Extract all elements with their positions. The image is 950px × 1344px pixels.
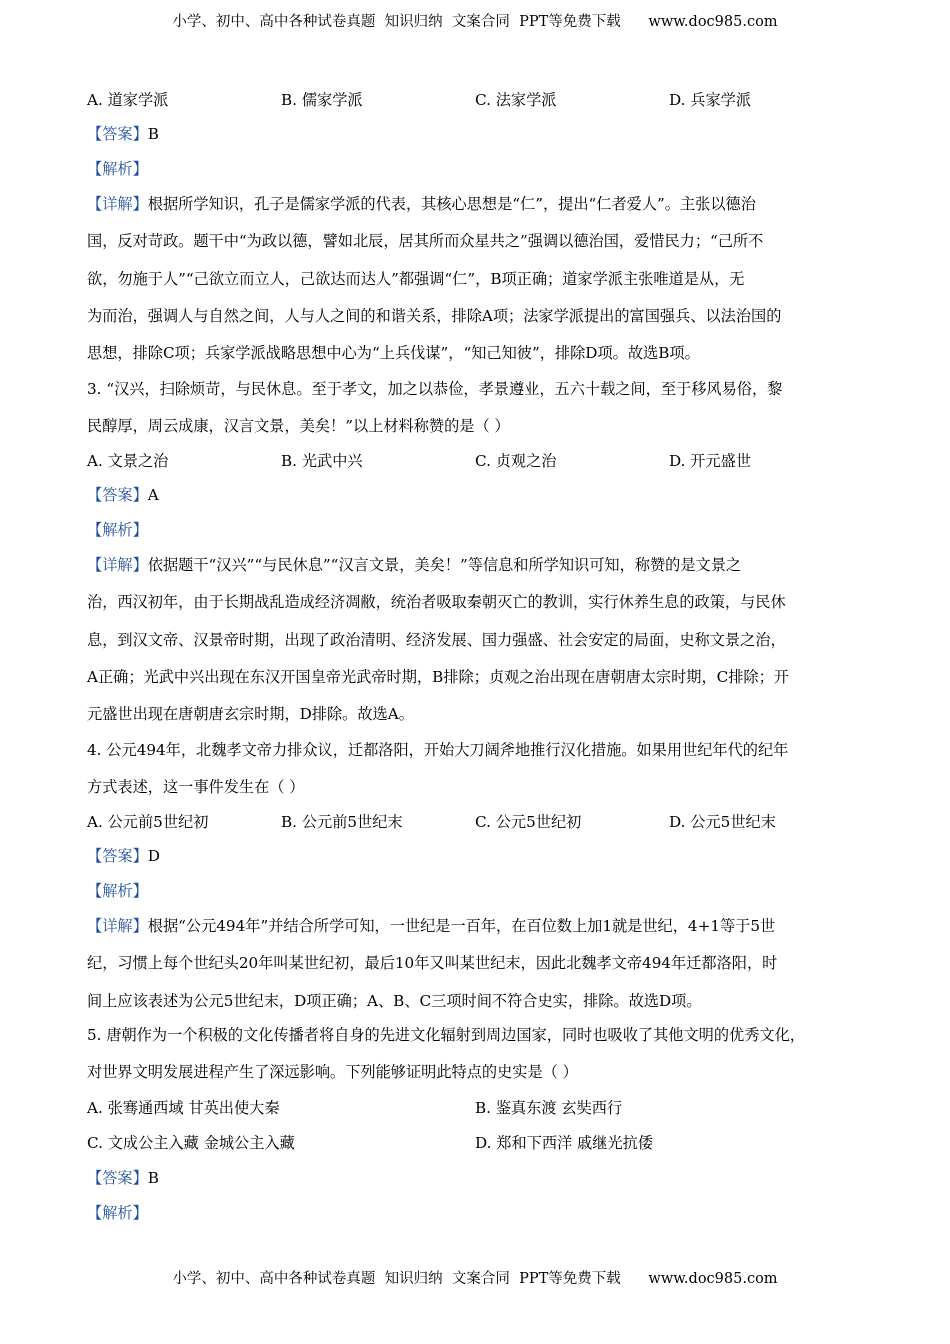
q3-option-d: D. 开元盛世: [669, 452, 752, 470]
q2-answer: [87, 123, 862, 145]
answer-tag: 【答案】: [87, 847, 148, 865]
detail-tag: 【详解】: [87, 556, 148, 574]
q3-option-b: B. 光武中兴: [281, 452, 363, 470]
q2-option-b: B. 儒家学派: [281, 91, 363, 109]
q3-option-a: A. 文景之治: [87, 452, 169, 470]
q4-answer: [87, 845, 862, 867]
q2-option-a: A. 道家学派: [87, 91, 169, 109]
q4-detail-line: [87, 915, 862, 937]
analysis-tag: 【解析】: [87, 1204, 148, 1222]
q2-option-d: D. 兵家学派: [669, 91, 752, 109]
q4-detail-line: 间上应该表述为公元5世纪末，D项正确；A、B、C三项时间不符合史实，排除。故选D项。: [87, 992, 702, 1010]
q2-detail-line: 思想，排除C项；兵家学派战略思想中心为“上兵伐谋”，“知己知彼”，排除D项。故选B项。: [87, 344, 700, 362]
q4-detail-line: 纪，习惯上每个世纪头20年叫某世纪初，最后10年又叫某世纪末，因此北魏孝文帝494年迁都洛阳，时: [87, 954, 778, 972]
analysis-tag: 【解析】: [87, 882, 148, 900]
page-footer: 小学、初中、高中各种试卷真题 知识归纳 文案合同 PPT等免费下载 www.doc985.com: [172, 1271, 778, 1287]
detail-tag: 【详解】: [87, 195, 148, 213]
q5-analysis: [87, 1202, 862, 1224]
q4-option-b: B. 公元前5世纪末: [281, 813, 403, 831]
q5-option-d: D. 郑和下西洋 戚继光抗倭: [475, 1134, 653, 1152]
q3-detail-line: [87, 554, 862, 576]
q4-option-c: C. 公元5世纪初: [475, 813, 582, 831]
q3-stem-line: 民醇厚，周云成康，汉言文景，美矣！”以上材料称赞的是（ ）: [87, 417, 510, 435]
q2-detail-text: 根据所学知识，孔子是儒家学派的代表，其核心思想是“仁”，提出“仁者爱人”。主张以德治: [147, 195, 756, 213]
q2-analysis: [87, 158, 862, 180]
q4-stem-line: 4. 公元494年，北魏孝文帝力排众议，迁都洛阳，开始大刀阔斧地推行汉化措施。如果用世纪年代的纪年: [87, 741, 789, 759]
q5-answer: [87, 1167, 862, 1189]
q4-answer-value: D: [147, 847, 160, 865]
q2-option-c: C. 法家学派: [475, 91, 557, 109]
page-header: 小学、初中、高中各种试卷真题 知识归纳 文案合同 PPT等免费下载 www.doc985.com: [172, 14, 778, 30]
q2-detail-line: 欲，勿施于人”“己欲立而立人，己欲达而达人”都强调“仁”，B项正确；道家学派主张唯道是从，无: [87, 270, 745, 288]
answer-tag: 【答案】: [87, 486, 148, 504]
q4-option-d: D. 公元5世纪末: [669, 813, 776, 831]
detail-tag: 【详解】: [87, 917, 148, 935]
q2-detail-line: [87, 193, 862, 215]
q2-detail-line: 国，反对苛政。题干中“为政以德，譬如北辰，居其所而众星共之”强调以德治国，爱惜民力；“己所不: [87, 232, 764, 250]
analysis-tag: 【解析】: [87, 160, 148, 178]
q5-stem-line: 5. 唐朝作为一个积极的文化传播者将自身的先进文化辐射到周边国家，同时也吸收了其他文明的优秀文化，: [87, 1026, 805, 1044]
q3-answer: [87, 484, 862, 506]
q3-analysis: [87, 519, 862, 541]
q5-stem-line: 对世界文明发展进程产生了深远影响。下列能够证明此特点的史实是（ ）: [87, 1063, 578, 1081]
q4-option-a: A. 公元前5世纪初: [87, 813, 209, 831]
q5-option-a: A. 张骞通西域 甘英出使大秦: [87, 1099, 280, 1117]
analysis-tag: 【解析】: [87, 521, 148, 539]
q5-option-b: B. 鉴真东渡 玄奘西行: [475, 1099, 623, 1117]
q5-answer-value: B: [147, 1169, 159, 1187]
answer-tag: 【答案】: [87, 125, 148, 143]
q3-detail-line: A正确；光武中兴出现在东汉开国皇帝光武帝时期，B排除；贞观之治出现在唐朝唐太宗时期，C排除；开: [87, 668, 789, 686]
q3-detail-line: 息，到汉文帝、汉景帝时期，出现了政治清明、经济发展、国力强盛、社会安定的局面，史称文景之治，: [87, 631, 786, 649]
q3-option-c: C. 贞观之治: [475, 452, 557, 470]
q3-detail-text: 依据题干“汉兴”“与民休息”“汉言文景，美矣！”等信息和所学知识可知，称赞的是文景之: [147, 556, 742, 574]
q4-detail-text: 根据“公元494年”并结合所学可知，一世纪是一百年，在百位数上加1就是世纪，4+1等于5世: [147, 917, 776, 935]
answer-tag: 【答案】: [87, 1169, 148, 1187]
q2-answer-value: B: [147, 125, 159, 143]
q3-answer-value: A: [147, 486, 159, 504]
q2-detail-line: 为而治，强调人与自然之间，人与人之间的和谐关系，排除A项；法家学派提出的富国强兵、以法治国的: [87, 307, 782, 325]
q3-detail-line: 治，西汉初年，由于长期战乱造成经济凋敝，统治者吸取秦朝灭亡的教训，实行休养生息的政策，与民休: [87, 593, 786, 611]
q4-analysis: [87, 880, 862, 902]
q3-detail-line: 元盛世出现在唐朝唐玄宗时期，D排除。故选A。: [87, 705, 414, 723]
q5-option-c: C. 文成公主入藏 金城公主入藏: [87, 1134, 295, 1152]
q4-stem-line: 方式表述，这一事件发生在（ ）: [87, 778, 305, 796]
q3-stem-line: 3. “汉兴，扫除烦苛，与民休息。至于孝文，加之以恭俭，孝景遵业，五六十载之间，至于移风易俗，黎: [87, 380, 783, 398]
